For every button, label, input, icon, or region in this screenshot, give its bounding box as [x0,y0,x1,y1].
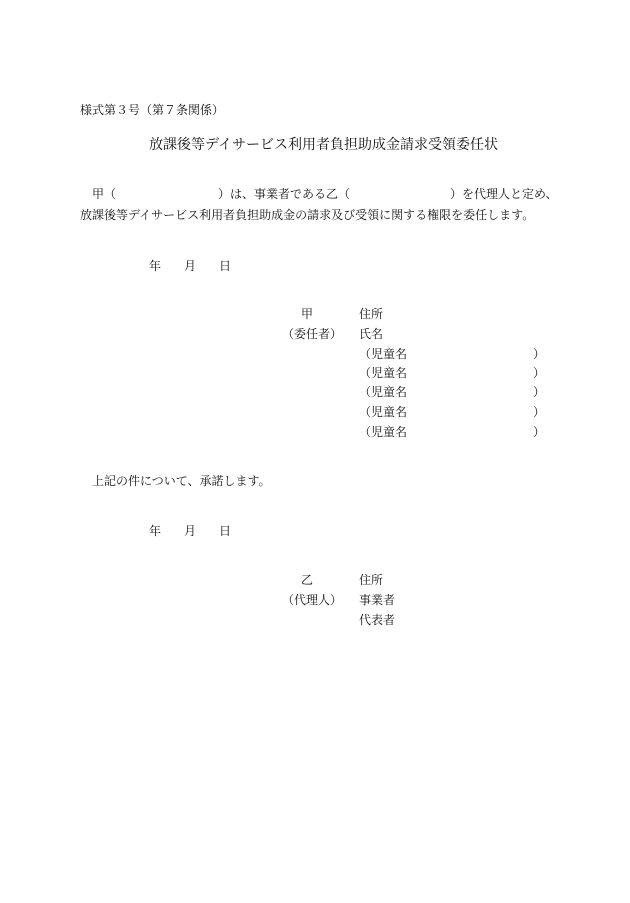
child-name-row [359,424,559,440]
child-name-label: （児童名 [359,425,408,439]
date-month-label: 月 [184,259,197,273]
kou-bracket-open: 甲（ [92,187,117,201]
principal-address-label: 住所 [359,307,384,321]
child-name-row [359,384,559,400]
date-month-label: 月 [184,524,197,538]
agent-address-label: 住所 [359,573,384,587]
date-day-label: 日 [219,524,232,538]
otsu-bracket-close-text: ）を代理人と定め、 [450,187,558,201]
child-name-row [359,365,559,381]
date-year-label: 年 [149,524,162,538]
child-name-label: （児童名 [359,366,408,380]
child-name-close: ） [533,405,546,419]
child-name-label: （児童名 [359,347,408,361]
consent-statement: 上記の件について、承諾します。 [92,474,271,488]
child-name-row [359,404,559,420]
date-day-label: 日 [219,259,232,273]
child-name-close: ） [533,385,546,399]
child-name-close: ） [533,425,546,439]
agent-role-label: （代理人） [282,593,343,607]
kou-bracket-close-text: ）は、事業者である乙（ [218,187,351,201]
principal-name-label: 氏名 [359,327,384,341]
agent-representative-label: 代表者 [359,613,396,627]
delegation-line-2: 放課後等デイサービス利用者負担助成金の請求及び受領に関する権限を委任します。 [80,208,535,222]
agent-business-label: 事業者 [359,593,396,607]
agent-party-label: 乙 [301,573,314,587]
child-name-close: ） [533,347,546,361]
principal-party-label: 甲 [301,307,314,321]
document-title: 放課後等デイサービス利用者負担助成金請求受領委任状 [149,137,499,153]
form-number-label: 様式第３号（第７条関係） [80,103,225,117]
child-name-row [359,346,559,362]
child-name-close: ） [533,366,546,380]
principal-role-label: （委任者） [282,327,343,341]
child-name-label: （児童名 [359,385,408,399]
date-year-label: 年 [149,259,162,273]
child-name-label: （児童名 [359,405,408,419]
